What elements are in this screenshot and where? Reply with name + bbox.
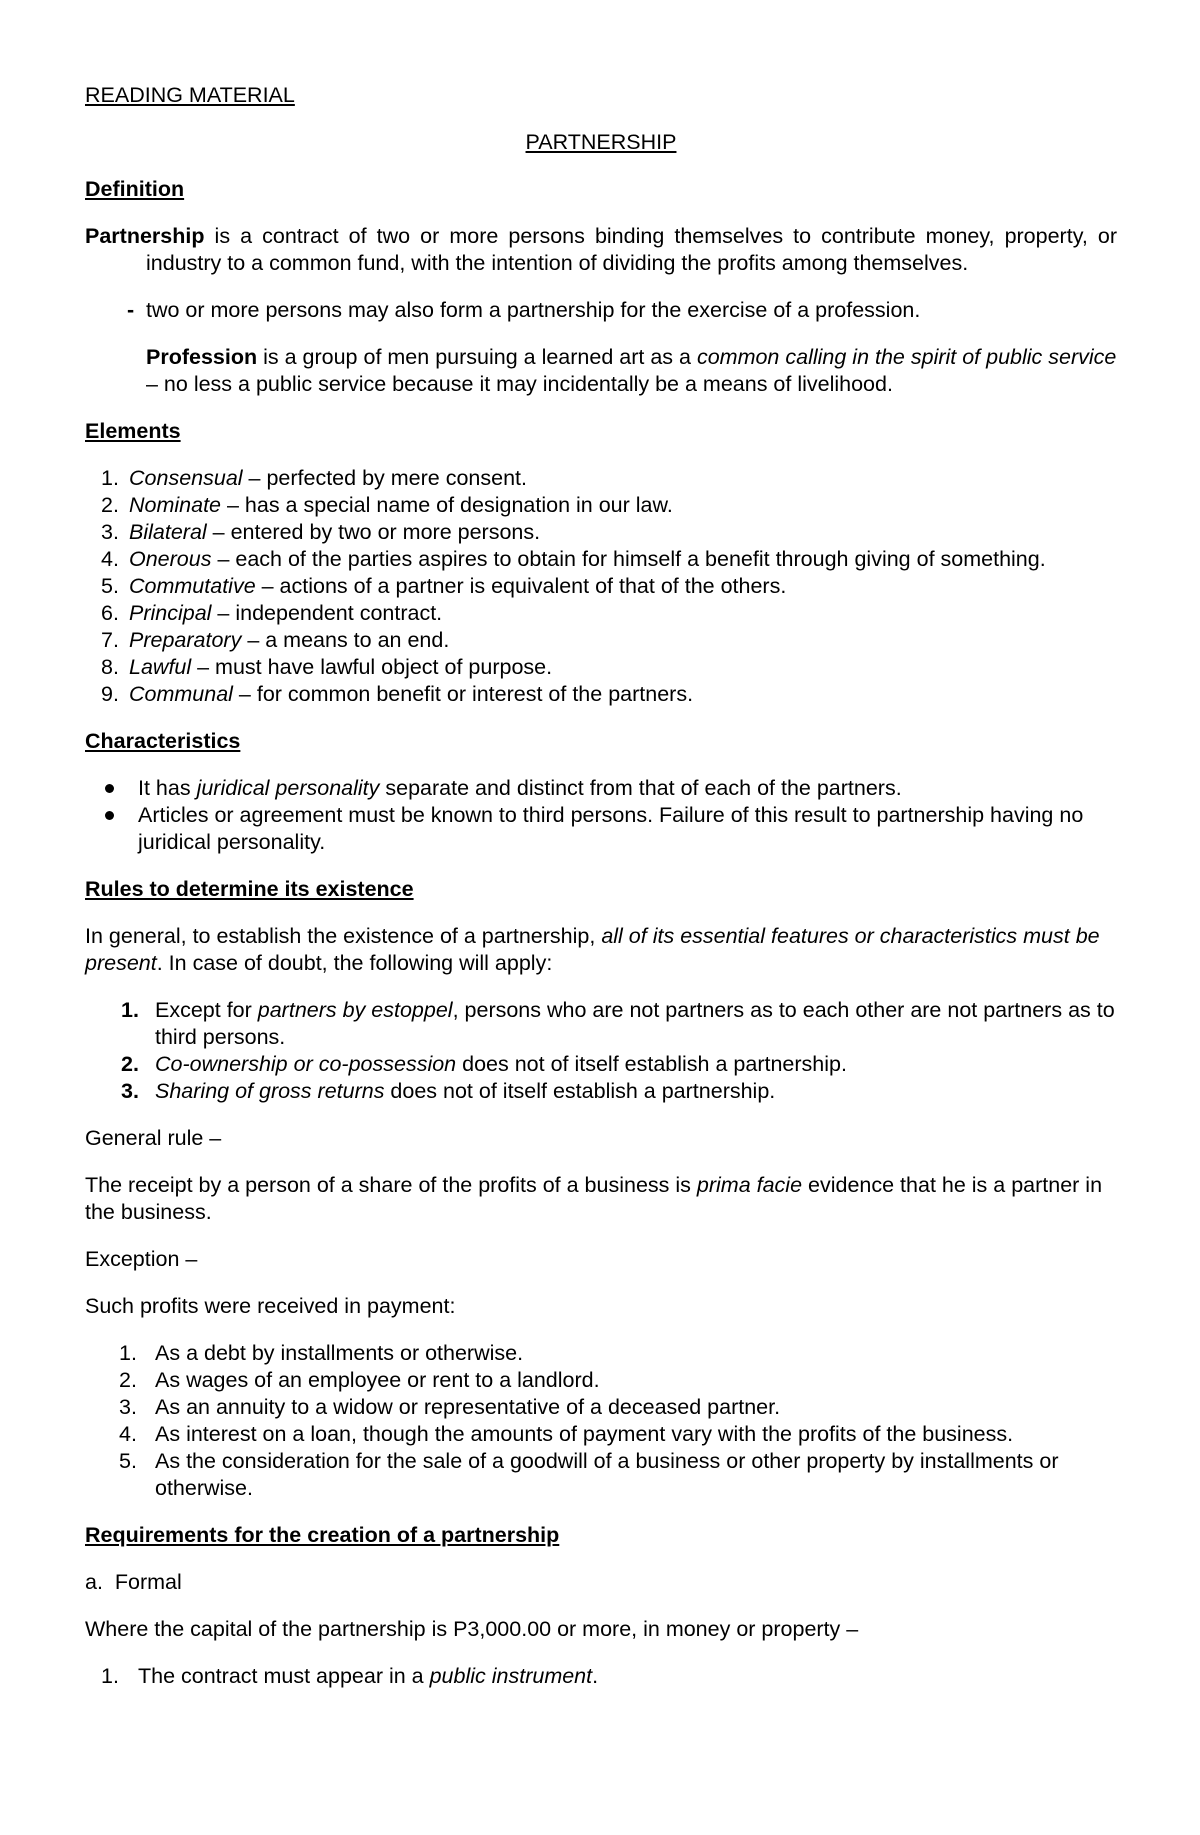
list-number: 2. [101,493,119,517]
exception-intro: Such profits were received in payment: [85,1294,456,1318]
document-page [85,82,1117,1690]
list-number: 4. [119,1422,137,1446]
partnership-definition-text: is a contract of two or more persons binding themselves to contribute money, property, or industry to a common fund, with the intention of dividing the profits among themselves. [146,224,1117,275]
list-number: 3. [101,520,119,544]
list-number: 1. [101,466,119,490]
list-item [85,1051,1117,1078]
list-item [85,1078,1117,1105]
element-term: Consensual [129,466,243,490]
exception-label: Exception – [85,1247,198,1271]
characteristics-heading: Characteristics [85,729,241,753]
char-text: Articles or agreement must be known to third persons. Failure of this result to partnership having no juridical personality. [138,803,1084,854]
list-item [85,1394,1117,1421]
rule-italic: Sharing of gross returns [155,1079,385,1103]
list-item [85,802,1117,856]
capital-text: Where the capital of the partnership is P3,000.00 or more, in money or property – [85,1617,859,1641]
general-rule-italic: prima facie [696,1173,803,1197]
document-title: READING MATERIAL [85,83,295,107]
list-item [85,1421,1117,1448]
rule-text: Except for [155,998,258,1022]
rules-intro-italic: all of its essential features or characteristics must be present [85,924,1100,975]
list-item [85,600,1117,627]
char-text: It has [138,776,197,800]
rule-text-end: , persons who are not partners as to each other are not partners as to third persons. [155,998,1115,1049]
element-term: Nominate [129,493,222,517]
list-number: 5. [101,574,119,598]
element-desc: – perfected by mere consent. [242,466,527,490]
exception-text: As an annuity to a widow or representative of a deceased partner. [155,1395,781,1419]
list-item [85,654,1117,681]
profession-text-end: – no less a public service because it may incidentally be a means of livelihood. [146,372,893,396]
element-term: Commutative [129,574,256,598]
element-desc: – actions of a partner is equivalent of that of the others. [255,574,787,598]
rules-heading: Rules to determine its existence [85,877,414,901]
characteristics-list [85,775,1117,856]
profession-text: is a group of men pursuing a learned art as a [257,345,697,369]
list-number: 8. [101,655,119,679]
element-term: Principal [129,601,212,625]
profession-italic: common calling in the spirit of public service [696,345,1117,369]
exception-text: As the consideration for the sale of a goodwill of a business or other property by installments or otherwise. [155,1449,1059,1500]
elements-list [85,465,1117,708]
rule-italic: Co-ownership or co-possession [155,1052,457,1076]
list-number: 1. [101,1664,119,1688]
rule-text-end: does not of itself establish a partnership. [456,1052,847,1076]
list-item [85,1367,1117,1394]
list-number: 3. [119,1395,137,1419]
list-item [85,997,1117,1051]
list-number: 9. [101,682,119,706]
formal-label: a. Formal [85,1570,182,1594]
list-item [85,546,1117,573]
element-term: Preparatory [129,628,242,652]
element-desc: – each of the parties aspires to obtain for himself a benefit through giving of something. [211,547,1046,571]
profession-note-text: two or more persons may also form a partnership for the exercise of a profession. [146,298,921,322]
general-rule-text [85,1172,1117,1226]
rules-intro [85,923,1117,977]
dash-marker: - [127,298,135,322]
list-item [85,1340,1117,1367]
list-number: 2. [121,1052,139,1076]
rule-italic: partners by estoppel [257,998,453,1022]
list-item [85,627,1117,654]
exception-text: As interest on a loan, though the amounts of payment vary with the profits of the business. [155,1422,1014,1446]
exception-text: As a debt by installments or otherwise. [155,1341,524,1365]
general-rule-text-b: evidence that he is a partner in the business. [85,1173,1103,1224]
list-number: 6. [101,601,119,625]
exceptions-list [85,1340,1117,1502]
definition-heading: Definition [85,177,185,201]
list-item [85,492,1117,519]
general-rule-text-a: The receipt by a person of a share of the profits of a business is [85,1173,697,1197]
list-number: 5. [119,1449,137,1473]
profession-definition [85,344,1117,398]
exception-text: As wages of an employee or rent to a landlord. [155,1368,600,1392]
general-rule-label: General rule – [85,1126,222,1150]
partnership-definition [85,223,1117,277]
profession-note [85,297,1117,324]
req-italic: public instrument [429,1664,593,1688]
requirements-list [85,1663,1117,1690]
element-term: Communal [129,682,233,706]
list-item [85,1663,1117,1690]
char-italic: juridical personality [196,776,380,800]
element-desc: – must have lawful object of purpose. [191,655,553,679]
rules-intro-text: In general, to establish the existence of a partnership, [85,924,602,948]
list-item [85,775,1117,802]
req-text-end: . [592,1664,599,1688]
list-item [85,681,1117,708]
list-item [85,573,1117,600]
list-item [85,465,1117,492]
rules-intro-end: . In case of doubt, the following will apply: [156,951,553,975]
bullet-icon [105,811,114,820]
element-term: Lawful [129,655,192,679]
list-item [85,1448,1117,1502]
element-desc: – for common benefit or interest of the partners. [232,682,694,706]
rules-list [85,997,1117,1105]
list-item [85,519,1117,546]
element-desc: – a means to an end. [241,628,450,652]
element-term: Bilateral [129,520,207,544]
req-text: The contract must appear in a [138,1664,430,1688]
list-number: 2. [119,1368,137,1392]
rule-text-end: does not of itself establish a partnership. [384,1079,776,1103]
bullet-icon [105,784,114,793]
list-number: 4. [101,547,119,571]
requirements-heading: Requirements for the creation of a partnership [85,1523,560,1547]
list-number: 3. [121,1079,139,1103]
char-text-end: separate and distinct from that of each of the partners. [379,776,902,800]
list-number: 1. [119,1341,137,1365]
list-number: 7. [101,628,119,652]
elements-heading: Elements [85,419,181,443]
element-desc: – entered by two or more persons. [206,520,541,544]
partnership-term: Partnership [85,224,205,248]
list-number: 1. [121,998,139,1022]
element-desc: – has a special name of designation in our law. [221,493,673,517]
document-subtitle: PARTNERSHIP [525,130,677,154]
profession-term: Profession [146,345,258,369]
element-term: Onerous [129,547,212,571]
element-desc: – independent contract. [211,601,443,625]
